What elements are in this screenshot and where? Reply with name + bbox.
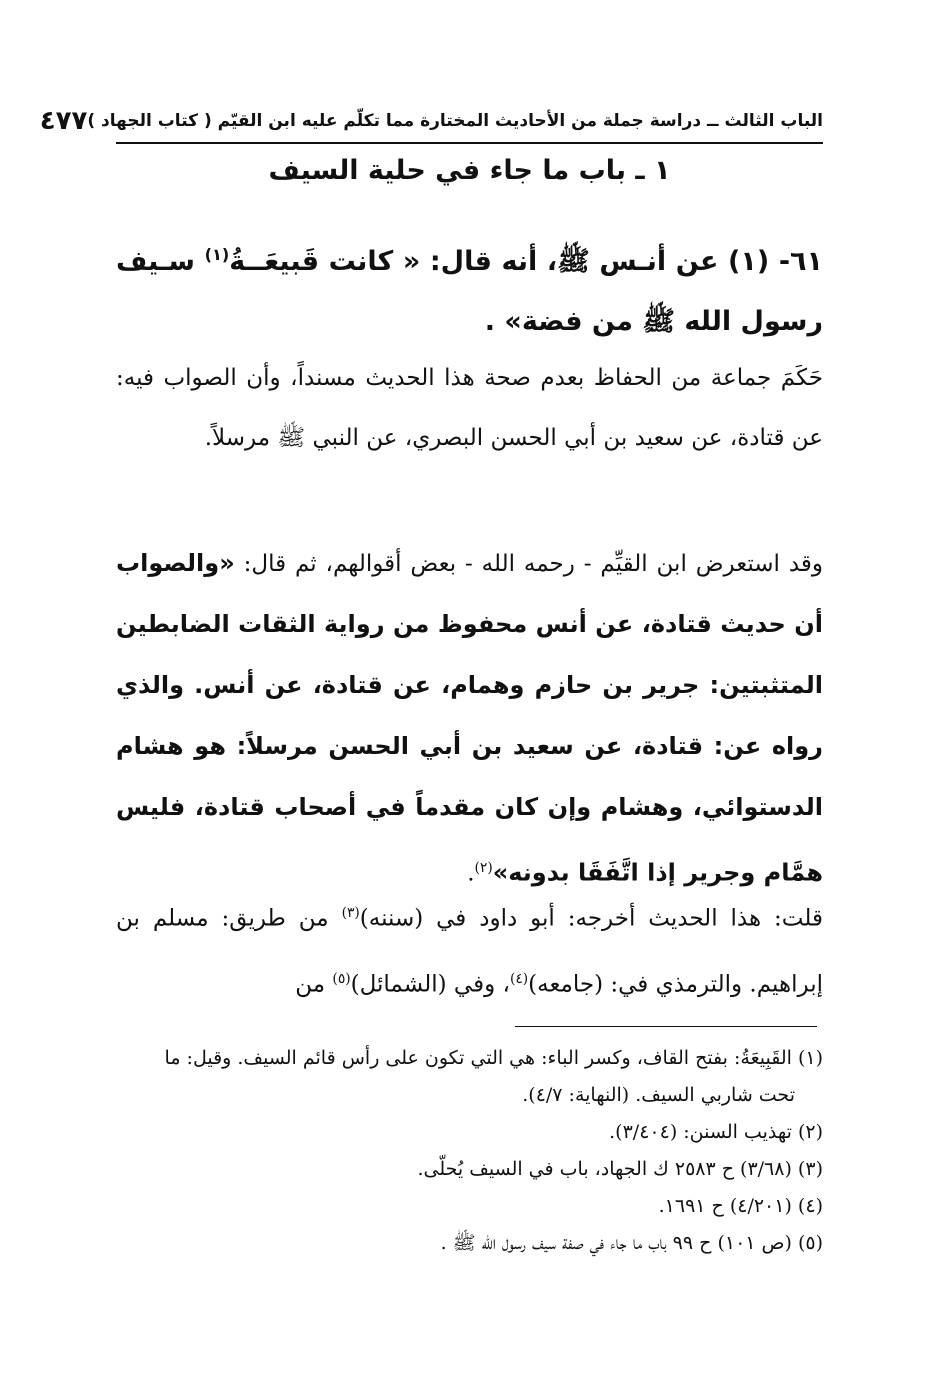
footnote-1-line-2: تحت شاربي السيف. (النهاية: ٤/٧). [522,1084,795,1106]
paragraph-3 [116,883,823,1014]
footnote-3: (٣) (٣/٦٨) ح ٢٥٨٣ ك الجهاد، باب في السيف يُحلّى. [417,1158,823,1180]
footnotes [116,1040,823,1262]
footnote-ref-3: (٣) [341,905,360,921]
hadith-text-start: ٦١- (١) عن أنـس ﷺ، أنه قال: « كانت قَبيعَــةُ [229,246,824,277]
paragraph-2 [116,533,823,904]
paragraph-2-intro: وقد استعرض ابن القيِّم - رحمه الله - بعض أقوالهم، ثم قال: [243,551,823,577]
footnote-ref-1: (١) [204,245,230,264]
footnote-divider [515,1026,817,1027]
hadith-text [116,225,823,352]
footnote-5: (٥) (ص ١٠١) ح ٩٩ باب ما جاء في صفة سيف رسول الله ﷺ . [440,1232,823,1254]
footnote-ref-4: (٤) [509,970,529,987]
quote-open-mark: « [219,549,235,577]
paragraph-3-seg4: من [295,971,333,998]
ibn-qayyim-quote [116,549,823,887]
footnote-2: (٢) تهذيب السنن: (٣/٤٠٤). [609,1121,823,1143]
paragraph-1: حَكَمَ جماعة من الحفاظ بعدم صحة هذا الحديث مسنداً، وأن الصواب فيه: عن قتادة، عن سعيد بن أبي الحسن البصري، عن النبي ﷺ مرسلاً. [116,365,823,451]
footnote-4: (٤) (٤/٢٠١) ح ١٦٩١. [658,1195,823,1217]
chapter-heading: ١ ـ باب ما جاء في حلية السيف [268,155,671,186]
paragraph-3-seg3: ، وفي (الشمائل) [350,971,510,998]
page-number: ٤٧٧ [39,106,88,136]
paragraph-3-seg2: من طريق: مسلم بن إبراهيم. والترمذي في: (جامعه) [116,905,823,998]
running-header [39,100,823,144]
footnote-1-line-1: (١) القَبِيعَةُ: بفتح القاف، وكسر الباء: هي التي تكون على رأس قائم السيف. وقيل: ما [164,1047,823,1069]
paragraph-3-seg1: قلت: هذا الحديث أخرجه: أبو داود في (سننه) [359,905,823,932]
footnote-ref-5: (٥) [332,970,351,987]
quote-body: والصواب أن حديث قتادة، عن أنس محفوظ من رواية الثقات الضابطين المتثبتين: جرير بن حازم وهمام، عن قتادة، عن أنس. والذي رواه عن: قتادة، عن سعيد بن أبي الحسن مرسلاً: هو هشام الدستوائي، وهشام وإن كان مقدماً في أصحاب قتادة، فليس همَّام وجرير إذا اتَّفَقَا بدونه [116,549,823,887]
running-title: الباب الثالث ــ دراسة جملة من الأحاديث المختارة مما تكلّم عليه ابن القيّم ( كتاب الجهاد ) [87,111,823,131]
quote-close-mark: » [492,858,509,887]
hadith-text-end: سـيف رسول الله ﷺ من فضة» . [116,246,823,337]
footnote-ref-2: (٢) [474,860,493,876]
paragraph-2-end: . [467,860,475,887]
